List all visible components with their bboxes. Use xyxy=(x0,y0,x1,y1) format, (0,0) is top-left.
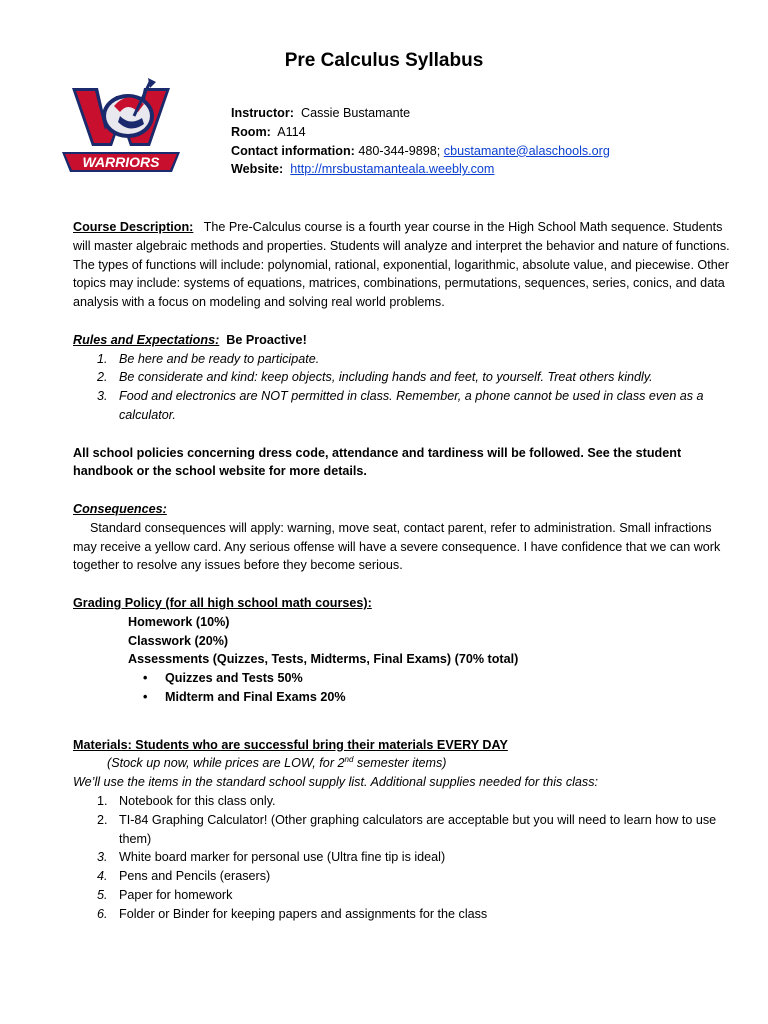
website-label: Website: xyxy=(231,162,284,177)
list-item: 1. Notebook for this class only. xyxy=(97,793,276,808)
grading-section xyxy=(73,594,733,707)
website-line xyxy=(231,160,751,179)
materials-label: Materials: Students who are successful bring their materials EVERY DAY xyxy=(73,737,508,752)
contact-label: Contact information: xyxy=(231,143,355,158)
warriors-logo xyxy=(58,72,184,180)
grading-bullet: • Midterm and Final Exams 20% xyxy=(73,688,733,707)
page-title: Pre Calculus Syllabus xyxy=(284,50,484,71)
consequences-text: Standard consequences will apply: warning, move seat, contact parent, refer to administration. Small infractions may receive a yellow card. Any serious offense will have a severe consequence. I have confidence that we can work together to resolve any issues before they become serious. xyxy=(73,520,721,573)
list-item: 1. Be here and be ready to participate. xyxy=(97,351,320,366)
room-label: Room: xyxy=(231,124,271,139)
list-item: 2. TI-84 Graphing Calculator! (Other graphing calculators are acceptable but you will need to learn how to use them) xyxy=(97,812,717,846)
grading-bullet: • Quizzes and Tests 50% xyxy=(73,669,733,688)
course-description-text: The Pre-Calculus course is a fourth year course in the High School Math sequence. Students will master algebraic methods and properties. Students will analyze and interpret the behavior and nature of functions. The types of functions will include: polynomial, rational, exponential, logarithmic, absolute value, and piecewise. Other topics may include: systems of equations, matrices, combinations, permutations, sequences, series, conics, and data analysis with a focus on modeling and solving real world problems. xyxy=(73,220,730,310)
course-description-label: Course Description: xyxy=(73,220,194,234)
consequences-section xyxy=(73,500,733,575)
materials-note: (Stock up now, while prices are LOW, for 2nd semester items) xyxy=(107,755,447,771)
school-policies: All school policies concerning dress code, attendance and tardiness will be followed. See the student handbook or the school website for more details. xyxy=(73,445,682,479)
consequences-label: Consequences: xyxy=(73,501,167,516)
grading-line: Homework (10%) xyxy=(128,614,230,629)
logo-text: WARRIORS xyxy=(82,154,160,170)
grading-line: Assessments (Quizzes, Tests, Midterms, Final Exams) (70% total) xyxy=(128,652,519,667)
syllabus-body xyxy=(73,218,733,923)
email-link[interactable]: cbustamante@alaschools.org xyxy=(443,143,610,158)
phone-value: 480-344-9898; xyxy=(358,143,441,158)
website-link[interactable]: http://mrsbustamanteala.weebly.com xyxy=(290,162,495,177)
list-item: 2. Be considerate and kind: keep objects, including hands and feet, to yourself. Treat others kindly. xyxy=(97,370,653,385)
materials-intro: We’ll use the items in the standard school supply list. Additional supplies needed for this class: xyxy=(73,775,599,790)
list-item: 5. Paper for homework xyxy=(97,887,233,902)
grading-line: Classwork (20%) xyxy=(128,633,229,648)
rules-label: Rules and Expectations: xyxy=(73,332,220,347)
room-line xyxy=(231,123,751,142)
list-item: 3. Food and electronics are NOT permitted in class. Remember, a phone cannot be used in class even as a calculator. xyxy=(97,389,704,422)
room-value: A114 xyxy=(277,124,306,139)
list-item: 4. Pens and Pencils (erasers) xyxy=(97,869,271,884)
contact-line xyxy=(231,142,751,161)
instructor-label: Instructor: xyxy=(231,106,294,120)
materials-list xyxy=(73,792,733,924)
rules-list xyxy=(73,350,733,425)
instructor-line xyxy=(231,104,751,123)
instructor-name: Cassie Bustamante xyxy=(300,106,411,120)
list-item: 6. Folder or Binder for keeping papers and assignments for the class xyxy=(97,906,488,921)
materials-section xyxy=(73,736,733,924)
rules-section xyxy=(73,331,733,425)
list-item: 3. White board marker for personal use (Ultra fine tip is ideal) xyxy=(97,850,446,865)
course-description xyxy=(73,218,733,312)
rules-heading: Be Proactive! xyxy=(226,332,307,347)
contact-block xyxy=(231,104,751,179)
grading-label: Grading Policy (for all high school math courses): xyxy=(73,595,372,610)
